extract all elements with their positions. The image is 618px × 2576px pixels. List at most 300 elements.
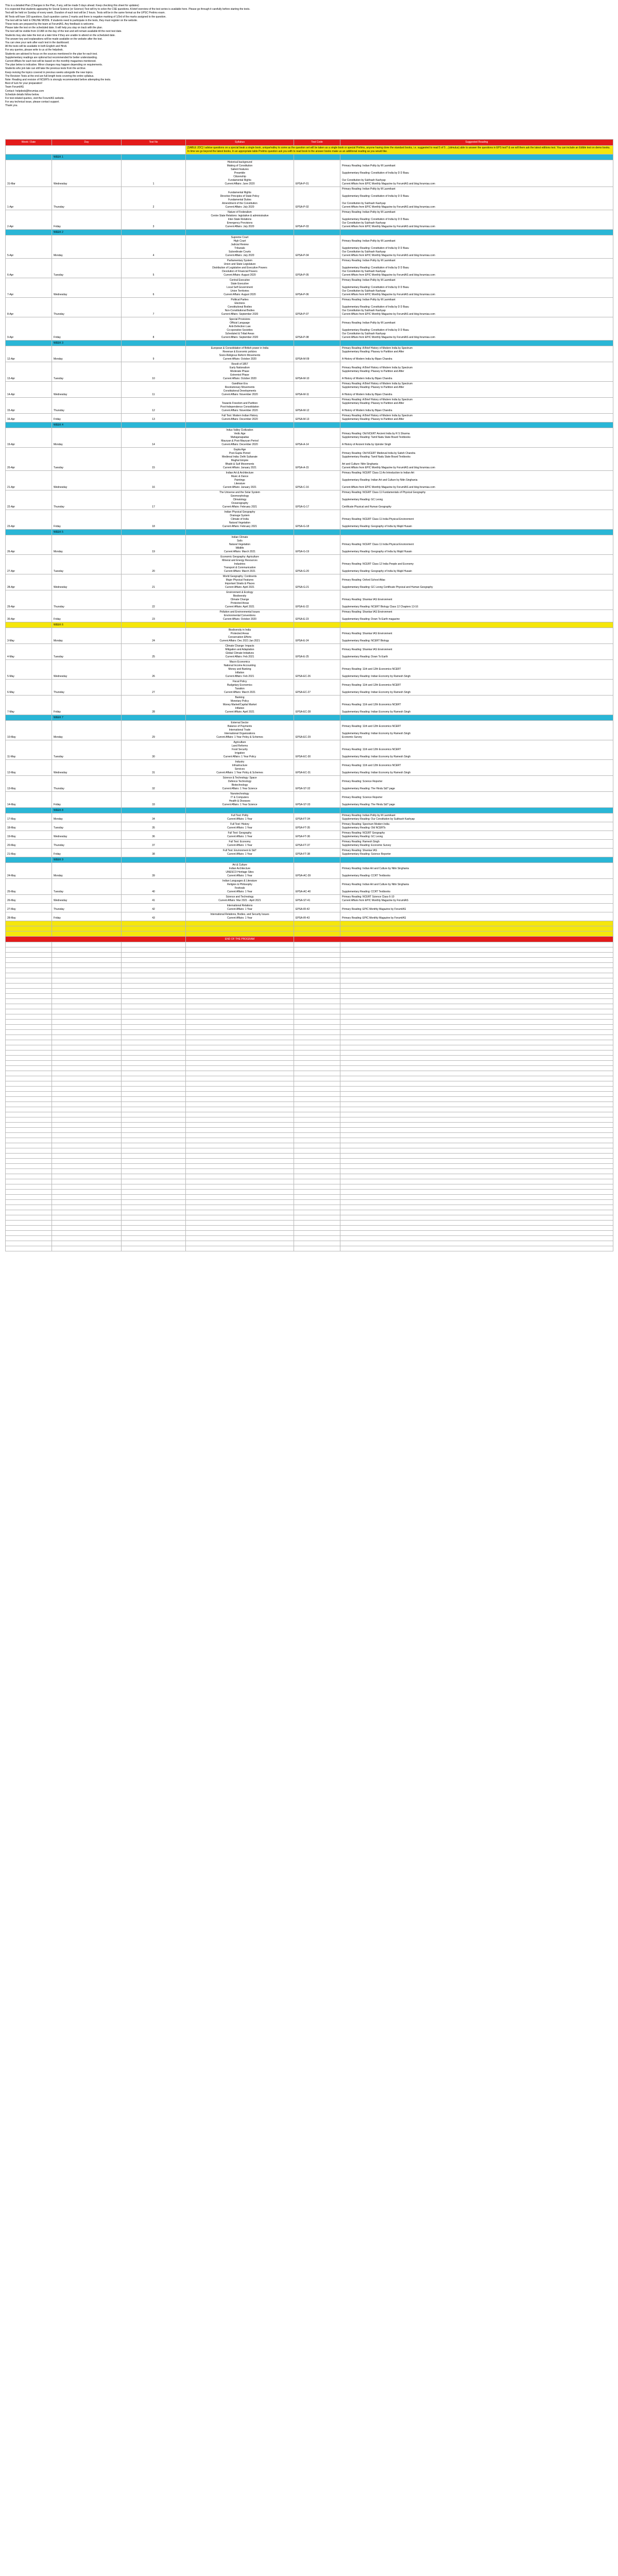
syllabus-topic: Political Parties [231, 298, 249, 301]
reading-line: Primary Reading: Science Reporter [342, 796, 383, 799]
syllabus-cell [186, 610, 294, 622]
reading-line: Primary Reading: Indian Art and Culture by Nitin Singhania [342, 867, 409, 870]
header-reading: Suggested Reading [340, 140, 613, 146]
blank-row [6, 1035, 613, 1040]
table-row [6, 428, 613, 448]
test-no-cell: 23 [122, 610, 186, 622]
day-cell: Tuesday [52, 555, 122, 574]
syllabus-topic: State Executive [231, 282, 249, 285]
reading-line: Primary Reading: 11th and 12th Economics NCERT [342, 703, 401, 706]
reading-line [342, 243, 611, 247]
test-no-cell: 5 [122, 259, 186, 278]
blank-row [6, 1081, 613, 1087]
table-row [6, 849, 613, 857]
blank-row [6, 1226, 613, 1231]
syllabus-topic: International Relations [227, 904, 253, 907]
reading-line: Supplementary Reading: Science Reporter [342, 853, 391, 856]
reading-line: Primary Reading: Indian Art and Culture by Nitin Singhania [342, 883, 409, 886]
schedule-table [5, 139, 613, 1251]
syllabus-cell [186, 490, 294, 510]
blank-row [6, 1241, 613, 1246]
syllabus-topic: Mineral and Energy Resources [222, 559, 258, 562]
test-code-cell: EPSA-EC-29 [294, 721, 340, 740]
syllabus-cell [186, 298, 294, 317]
table-row [6, 696, 613, 715]
reading-line: Art and Culture: Nitin Singhania [342, 463, 379, 466]
reading-line: Supplementary Reading: Constitution of India by D D Basu [342, 218, 409, 221]
test-code-cell: EPSA-FT-38 [294, 849, 340, 857]
day-cell: Tuesday [52, 362, 122, 382]
reading-line [342, 566, 611, 570]
syllabus-topic: Full Test: Economy [229, 840, 251, 843]
blank-row [6, 994, 613, 999]
syllabus-topic: Distribution of Legislative and Executive Powers [212, 266, 267, 269]
date-cell: 9-Apr [6, 317, 52, 341]
date-cell: 19-Apr [6, 428, 52, 448]
reading-line: Primary Reading: 11th and 12th Economics NCERT [342, 725, 401, 728]
table-row [6, 414, 613, 422]
instruction-line: Thank you. [5, 104, 18, 108]
syllabus-topic: Current Affairs: 1 Year [227, 826, 252, 829]
reading-line: A History of Modern India by Bipan Chandra [342, 377, 392, 380]
syllabus-topic: Indian Physical Geography [224, 511, 255, 514]
syllabus-topic: Oceanography [231, 502, 248, 505]
syllabus-topic: Post-Independence Consolidation [220, 405, 260, 409]
date-cell: 22-Apr [6, 490, 52, 510]
syllabus-cell [186, 278, 294, 298]
syllabus-topic: Revolt of 1857 [231, 363, 248, 366]
reading-line: Primary Reading: Indian Polity by M Laxmikant [342, 188, 396, 191]
table-row [6, 187, 613, 210]
reading-line: Our Constitution by Subhash Kashyap [342, 179, 386, 182]
syllabus-topic: Climate Change [230, 598, 249, 601]
blank-row [6, 1169, 613, 1174]
week-row [6, 622, 613, 628]
syllabus-cell [186, 814, 294, 822]
test-no-cell: 15 [122, 448, 186, 471]
test-code-cell: EPSA-M-10 [294, 362, 340, 382]
reading-line [342, 198, 611, 202]
test-code-cell: EPSA-EC-26 [294, 660, 340, 680]
syllabus-topic: Current Affairs: January 2021 [223, 486, 256, 489]
blank-row [6, 1190, 613, 1195]
table-row [6, 740, 613, 760]
syllabus-topic: Science and Technology [226, 895, 254, 899]
test-no-cell: 28 [122, 696, 186, 715]
blank-row [6, 968, 613, 973]
instruction-line: For any technical issue, please contact support. [5, 100, 60, 104]
day-cell: Thursday [52, 590, 122, 610]
syllabus-topic: Religion & Philosophy [227, 883, 252, 886]
instruction-line: The Revision Tests at the end are full-length tests covering the entire syllabus. [5, 74, 94, 78]
reading-line: Primary Reading: Indian Polity by M Laxmikant [342, 211, 396, 214]
instruction-line: The test will be held in ONLINE MODE. If students need to participate in the tests, they must register on the website. [5, 19, 138, 22]
syllabus-topic: Biodiversity [233, 595, 247, 598]
header-syllabus: Syllabus [186, 140, 294, 146]
table-row [6, 760, 613, 776]
blank-row [6, 1221, 613, 1226]
reading-line: Supplementary Reading: The Hindu S&T page [342, 787, 395, 790]
reading-cell [340, 346, 613, 362]
blank-row [6, 1184, 613, 1190]
syllabus-topic: Current Affairs: 1 Year [227, 874, 252, 877]
reading-line: Current Affairs from EPIC Monthly Magazine by ForumIAS and blog.forumias.com [342, 336, 435, 339]
reading-cell [340, 210, 613, 230]
reading-cell [340, 298, 613, 317]
reading-line: Primary Reading: EPIC Monthly Magazine by ForumIAS [342, 917, 406, 920]
reading-line: Current Affairs from EPIC Monthly Magazine by ForumIAS and blog.forumias.com [342, 486, 435, 489]
table-row [6, 660, 613, 680]
reading-line: Economic Survey [342, 736, 362, 739]
syllabus-topic: Current Affairs: 1 Year [227, 908, 252, 911]
day-cell: Monday [52, 428, 122, 448]
syllabus-topic: Devolution of Financial Powers [222, 270, 258, 273]
syllabus-topic: Current Affairs: June 2020 [225, 182, 255, 185]
day-cell: Thursday [52, 398, 122, 414]
syllabus-topic: Full Test: Polity [231, 814, 249, 817]
day-cell: Wednesday [52, 760, 122, 776]
week-label: WEEK 6 [52, 622, 122, 628]
syllabus-topic: Current Affairs: December 2020 [221, 443, 258, 446]
syllabus-cell [186, 317, 294, 341]
syllabus-topic: Mughal Empire [231, 459, 249, 462]
instruction-line: Students who join late can still take the previous tests from the archive. [5, 67, 87, 71]
table-row [6, 814, 613, 822]
syllabus-cell [186, 535, 294, 555]
syllabus-topic: Soils [237, 539, 243, 543]
reading-line: Primary Reading: 11th and 12th Economics NCERT [342, 668, 401, 671]
syllabus-topic: Current Affairs: November 2020 [221, 393, 258, 396]
syllabus-topic: National Income Accounting [224, 664, 256, 667]
instruction-line: Keep revising the topics covered in previous weeks alongside the new topics. [5, 71, 93, 74]
syllabus-topic: Money Market/Capital Market [222, 703, 257, 706]
syllabus-topic: Geomorphology [230, 495, 249, 498]
test-no-cell: 34 [122, 814, 186, 822]
syllabus-cell [186, 912, 294, 921]
reading-cell [340, 912, 613, 921]
syllabus-topic: Current Affairs: 1 Year [227, 890, 252, 893]
week-label: WEEK 7 [52, 715, 122, 721]
reading-cell [340, 822, 613, 831]
reading-line [342, 374, 611, 377]
week-row [6, 230, 613, 235]
blank-row [6, 1045, 613, 1050]
test-code-cell: EPSA-P-04 [294, 235, 340, 259]
syllabus-topic: Environment & Ecology [226, 591, 253, 594]
date-cell: 4-May [6, 644, 52, 660]
blank-row [6, 1246, 613, 1251]
syllabus-topic: Current Affairs: March 2021 [224, 691, 256, 694]
day-cell: Wednesday [52, 574, 122, 590]
reading-line: Current Affairs from EPIC Monthly Magazine by ForumIAS and blog.forumias.com [342, 466, 435, 469]
reading-line: Primary Reading: Old NCERT Ancient India by R S Sharma [342, 432, 410, 435]
date-cell: 19-May [6, 831, 52, 840]
test-no-cell: 29 [122, 721, 186, 740]
date-cell: 28-Apr [6, 574, 52, 590]
date-cell: 28-May [6, 912, 52, 921]
reading-line: Supplementary Reading: Constitution of India by D D Basu [342, 329, 409, 332]
day-cell: Friday [52, 414, 122, 422]
date-cell: 12-Apr [6, 346, 52, 362]
syllabus-topic: Union Territories [230, 290, 249, 293]
syllabus-topic: Pollution and Environmental Issues [219, 611, 260, 614]
syllabus-topic: Current Affairs: September 2020 [221, 313, 259, 316]
test-no-cell: 24 [122, 628, 186, 644]
test-no-cell: 16 [122, 471, 186, 490]
syllabus-topic: Current Affairs: July 2020 [225, 206, 254, 209]
reading-cell [340, 590, 613, 610]
syllabus-topic: Special Provisions [229, 318, 250, 321]
table-row [6, 822, 613, 831]
instruction-line: Current Affairs for each test will be based on the monthly magazines mentioned. [5, 60, 96, 63]
test-code-cell: EPSA-FT-35 [294, 822, 340, 831]
date-cell: 15-Apr [6, 398, 52, 414]
blank-row [6, 1123, 613, 1128]
syllabus-topic: Services [234, 768, 245, 771]
instruction-line: These tests are prepared by the team at ForumIAS. Any feedback is welcome. [5, 23, 95, 26]
reading-cell [340, 490, 613, 510]
test-code-cell: EPSA-IR-42 [294, 904, 340, 912]
date-cell: 3-May [6, 628, 52, 644]
syllabus-topic: Preamble [234, 172, 246, 175]
syllabus-topic: Current Affairs: 1 Year Policy [223, 755, 256, 758]
test-code-cell: EPSA-IR-43 [294, 912, 340, 921]
syllabus-cell [186, 696, 294, 715]
syllabus-cell [186, 590, 294, 610]
date-cell: 10-May [6, 721, 52, 740]
syllabus-topic: Official Language [230, 321, 250, 325]
reading-cell [340, 760, 613, 776]
instruction-line: Best of luck for your preparation! [5, 82, 43, 86]
reading-cell [340, 259, 613, 278]
reading-line: Primary Reading: Old NCERT Medieval India by Satish Chandra [342, 452, 416, 455]
instruction-line: Team ForumIAS [5, 86, 24, 89]
reading-line: Supplementary Reading: Plassey to Partition and After [342, 386, 404, 389]
day-cell: Friday [52, 317, 122, 341]
syllabus-topic: Mauryan & Post-Mauryan Period [221, 439, 259, 443]
syllabus-topic: Subordinate Courts [228, 250, 251, 253]
test-code-cell: EPSA-EC-31 [294, 760, 340, 776]
syllabus-topic: Current Affairs: April 2021 [225, 605, 254, 608]
blank-row [6, 984, 613, 989]
blank-row [6, 1071, 613, 1076]
syllabus-topic: Revolutionary Movements [225, 386, 255, 389]
instruction-line: Supplementary readings are optional but recommended for better understanding. [5, 56, 98, 59]
day-cell: Thursday [52, 776, 122, 792]
day-cell: Wednesday [52, 660, 122, 680]
instruction-line: Students may also take the test at a later time if they are unable to attend on the scheduled date. [5, 33, 116, 37]
reading-line: Primary Reading: Shankar IAS Environment [342, 598, 392, 601]
blank-row [6, 1174, 613, 1179]
table-row [6, 912, 613, 921]
blank-row [6, 953, 613, 958]
syllabus-topic: Current Affairs: 1 Year [227, 844, 252, 847]
reading-line: Our Constitution by Subhash Kashyap [342, 250, 386, 253]
test-code-cell: EPSA-P-06 [294, 278, 340, 298]
reading-cell [340, 555, 613, 574]
syllabus-cell [186, 740, 294, 760]
instruction-line: Students are advised to focus on the sources mentioned in the plan for each test. [5, 52, 98, 56]
syllabus-topic: Environmental Conventions [224, 614, 256, 617]
reading-line: Primary Reading: Shankar IAS [342, 849, 377, 852]
syllabus-topic: International Trade [229, 728, 251, 732]
syllabus-topic: Amendment of the Constitution [222, 202, 258, 205]
week-label: WEEK 3 [52, 341, 122, 346]
syllabus-topic: Biodiversity in India [228, 629, 251, 632]
blank-row [6, 1066, 613, 1071]
reading-line: Primary Reading: Oxford School Atlas [342, 579, 385, 582]
day-cell: Friday [52, 510, 122, 530]
test-code-cell: EPSA-FT-34 [294, 814, 340, 822]
syllabus-topic: International Organizations [224, 732, 255, 735]
syllabus-topic: Music & Dance [231, 475, 249, 478]
blank-row [6, 1112, 613, 1117]
reading-cell [340, 792, 613, 808]
reading-line [342, 482, 611, 486]
blank-row [6, 1164, 613, 1169]
date-cell: 8-Apr [6, 298, 52, 317]
syllabus-cell [186, 863, 294, 879]
syllabus-topic: Current Affairs: January 2021 [223, 466, 256, 469]
reading-line: Supplementary Reading: Plassey to Partition and After [342, 402, 404, 405]
week-row [6, 715, 613, 721]
reading-cell [340, 278, 613, 298]
instructions-block [5, 4, 613, 108]
syllabus-topic: Balance of Payments [227, 725, 252, 728]
syllabus-topic: Current Affairs: March 2021 [224, 550, 256, 553]
test-no-cell: 30 [122, 740, 186, 760]
table-row [6, 298, 613, 317]
day-cell: Monday [52, 721, 122, 740]
reading-line [342, 191, 611, 195]
reading-cell [340, 610, 613, 622]
reading-line [342, 614, 611, 618]
reading-line: Primary Reading: NCERT Class 11 Fundamentals of Physical Geography [342, 491, 426, 494]
date-cell: 14-Apr [6, 382, 52, 398]
syllabus-topic: Natural Vegetation [229, 521, 251, 524]
syllabus-topic: Current Affairs: 1 Year Science [222, 803, 258, 806]
instruction-line: The plan below is indicative. Minor changes may happen depending on requirements. [5, 63, 103, 67]
syllabus-topic: Current Affairs: August 2020 [224, 293, 256, 296]
test-no-cell: 41 [122, 895, 186, 904]
test-no-cell: 7 [122, 298, 186, 317]
syllabus-topic: Current Affairs: October 2020 [223, 358, 256, 361]
reading-line: Supplementary Reading: Tamil Nadu State Board Textbooks [342, 436, 410, 439]
reading-line: Primary Reading: 11th and 12th Economics NCERT [342, 684, 401, 687]
reading-line: Primary Reading: 11th and 12th Economics NCERT [342, 764, 401, 767]
syllabus-cell [186, 644, 294, 660]
syllabus-topic: Extremist Phase [230, 374, 249, 377]
test-code-cell: EPSA-M-09 [294, 346, 340, 362]
syllabus-topic: Tribunals [234, 247, 245, 250]
test-code-cell: EPSA-EC-30 [294, 740, 340, 760]
test-code-cell: EPSA-G-19 [294, 535, 340, 555]
syllabus-cell [186, 680, 294, 696]
blank-row [6, 1004, 613, 1009]
instruction-line: This is a detailed Plan (Changes in the Plan, if any, will be made 5 days ahead. Keep checking this sheet for updates) [5, 4, 139, 7]
syllabus-topic: Agriculture [233, 741, 246, 744]
blank-row [6, 1097, 613, 1102]
test-code-cell: EPSA-E-23 [294, 610, 340, 622]
syllabus-topic: Taxation [235, 687, 245, 690]
syllabus-topic: Constitutional Bodies [228, 306, 252, 309]
syllabus-topic: Money and Banking [228, 668, 251, 671]
reading-line: Primary Reading: Shankar IAS Environment [342, 648, 392, 651]
syllabus-topic: IT & Computers [231, 796, 249, 799]
test-code-cell: EPSA-P-02 [294, 187, 340, 210]
syllabus-topic: Industry [235, 760, 245, 764]
reading-line: Primary Reading: A Brief History of Modern India by Spectrum [342, 366, 413, 369]
test-no-cell: 35 [122, 822, 186, 831]
reading-line: Supplementary Reading: Tamil Nadu State Board Textbooks [342, 455, 410, 459]
reading-line: Current Affairs from EPIC Monthly Magazine by ForumIAS and blog.forumias.com [342, 206, 435, 209]
reading-cell [340, 317, 613, 341]
reading-line: Our Constitution by Subhash Kashyap [342, 290, 386, 293]
date-cell: 21-Apr [6, 471, 52, 490]
syllabus-topic: Inflation [235, 707, 245, 710]
test-code-cell: EPSA-AC-40 [294, 879, 340, 895]
syllabus-topic: Medieval India: Delhi Sultanate [222, 455, 258, 459]
reading-line: A History of Modern India by Bipan Chandra [342, 409, 392, 412]
blank-row [6, 1210, 613, 1215]
reading-line: Supplementary Reading: Economic Survey [342, 844, 391, 847]
reading-line: Supplementary Reading: Indian Art and Culture by Nitin Singhania [342, 479, 418, 482]
end-row [6, 937, 613, 942]
instruction-line: Schedule details follow below. [5, 93, 40, 96]
syllabus-cell [186, 904, 294, 912]
reading-line: Our Constitution by Subhash Kashyap [342, 270, 386, 273]
syllabus-topic: Budgetary Economics [227, 684, 252, 687]
syllabus-cell [186, 414, 294, 422]
filler-row [6, 931, 613, 937]
header-test-code: Test Code [294, 140, 340, 146]
syllabus-topic: Food Security [232, 748, 248, 751]
reading-line: Supplementary Reading: The Hindu S&T page [342, 803, 395, 806]
syllabus-topic: Current Affairs: February 2021 [222, 525, 258, 528]
reading-line: Our Constitution by Subhash Kashyap [342, 309, 386, 312]
table-row [6, 235, 613, 259]
reading-cell [340, 362, 613, 382]
reading-line: Primary Reading: EPIC Monthly Magazine by ForumIAS [342, 908, 406, 911]
reading-line: Supplementary Reading: Geography of India by Majid Husain [342, 525, 412, 528]
test-code-cell: EPSA-P-01 [294, 160, 340, 187]
syllabus-topic: Natural Vegetation [229, 543, 251, 546]
syllabus-topic: Bhakti & Sufi Movements [225, 463, 254, 466]
date-cell: 14-May [6, 792, 52, 808]
reading-line: Supplementary Reading: Our Constitution by Subhash Kashyap [342, 818, 415, 821]
syllabus-topic: Wildlife [235, 547, 244, 550]
blank-row [6, 1050, 613, 1056]
date-cell: 23-Apr [6, 510, 52, 530]
test-no-cell: 6 [122, 278, 186, 298]
blank-row [6, 1133, 613, 1138]
instruction-line: It is expected that students appearing for Social Science (or Science) Test will try to solve the CSE questions. A brief overview of the test series is available here. Please go through it carefully before starting the tests. [5, 8, 250, 11]
syllabus-cell [186, 822, 294, 831]
reading-line: Supplementary Reading: Indian Economy by Ramesh Singh [342, 732, 411, 735]
blank-row [6, 1236, 613, 1241]
test-no-cell: 18 [122, 510, 186, 530]
test-no-cell: 9 [122, 346, 186, 362]
reading-line: Supplementary Reading: Plassey to Partition and After [342, 350, 404, 353]
reading-line [342, 521, 611, 525]
instruction-line: You can view your rank after each test in the dashboard. [5, 41, 70, 45]
date-cell: 20-Apr [6, 448, 52, 471]
date-cell: 5-Apr [6, 235, 52, 259]
syllabus-topic: Current Affairs: October 2020 [223, 618, 256, 621]
table-row [6, 792, 613, 808]
reading-line: Supplementary Reading: CCRT Textbooks [342, 890, 390, 893]
syllabus-topic: International Relations, Bodies, and Security Issues [210, 913, 269, 916]
